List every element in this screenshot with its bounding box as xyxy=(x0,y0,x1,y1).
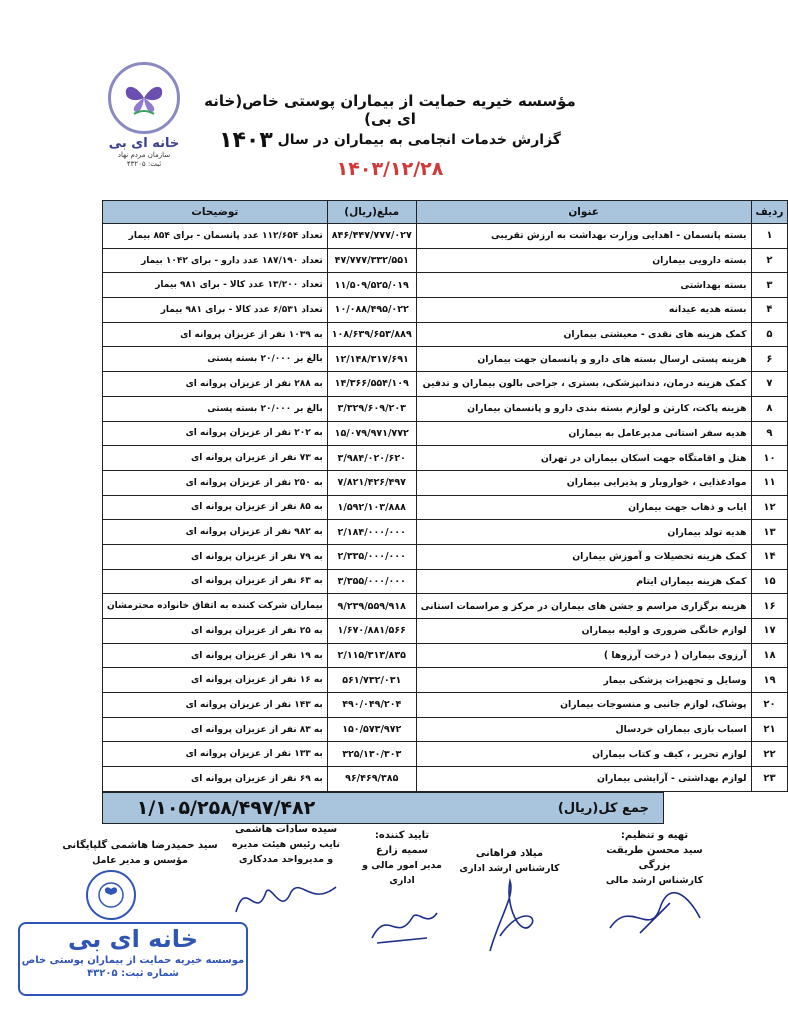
row-amount: ۹/۲۳۹/۵۵۹/۹۱۸ xyxy=(327,594,416,619)
row-title: بسته پانسمان - اهدایی وزارت بهداشت به ارزش تقریبی xyxy=(416,224,751,249)
row-description: تعداد ۱۸۷/۱۹۰ عدد دارو - برای ۱۰۴۲ بیمار xyxy=(103,248,328,273)
row-number: ۱۵ xyxy=(751,569,788,594)
row-number: ۱۲ xyxy=(751,495,788,520)
row-number: ۲ xyxy=(751,248,788,273)
row-number: ۱۳ xyxy=(751,520,788,545)
stamp-title: خانه ای بی xyxy=(67,925,199,953)
round-seal-icon xyxy=(86,870,136,920)
row-number: ۶ xyxy=(751,347,788,372)
row-title: بسته دارویی بیماران xyxy=(416,248,751,273)
report-date: ۱۴۰۳/۱۲/۲۸ xyxy=(336,158,444,180)
table-row xyxy=(103,372,788,397)
table-row xyxy=(103,347,788,372)
report-subtitle xyxy=(200,128,580,153)
preparer-name: سید محسن طریقت بزرگی xyxy=(606,845,703,871)
row-number: ۵ xyxy=(751,322,788,347)
row-amount: ۱۵/۰۷۹/۹۷۱/۷۷۲ xyxy=(327,421,416,446)
total-label: جمع کل(ریال) xyxy=(557,800,649,816)
approver-name: سمیه زارع xyxy=(376,845,428,856)
row-number: ۲۱ xyxy=(751,717,788,742)
row-title: بسته بهداشتی xyxy=(416,273,751,298)
organization-stamp xyxy=(18,922,248,996)
founder-title: مؤسس و مدیر عامل xyxy=(92,855,188,866)
row-amount: ۱/۵۹۲/۱۰۳/۸۸۸ xyxy=(327,495,416,520)
row-amount: ۱۱/۵۰۹/۵۲۵/۰۱۹ xyxy=(327,273,416,298)
row-description: به ۸۵ نفر از عزیزان پروانه ای xyxy=(103,495,328,520)
row-number: ۸ xyxy=(751,396,788,421)
row-number: ۱۰ xyxy=(751,446,788,471)
vice-chair-name: سیده سادات هاشمی xyxy=(234,824,338,835)
row-description: بالغ بر ۲۰/۰۰۰ بسته پستی xyxy=(103,396,328,421)
row-number: ۱ xyxy=(751,224,788,249)
admin-expert-title: کارشناس ارشد اداری xyxy=(459,863,560,874)
row-description: به ۲۸۸ نفر از عزیزان پروانه ای xyxy=(103,372,328,397)
row-title: لوازم بهداشتی - آرایشی بیماران xyxy=(416,767,751,792)
row-description: تعداد ۱۳/۲۰۰ عدد کالا - برای ۹۸۱ بیمار xyxy=(103,273,328,298)
row-title: کمک هزینه درمان، دندانپزشکی، بستری ، جراحی بالون بیماران و تدفین xyxy=(416,372,751,397)
table-row xyxy=(103,273,788,298)
row-amount: ۱۴/۳۶۶/۵۵۴/۱۰۹ xyxy=(327,372,416,397)
row-title: هدیه تولد بیماران xyxy=(416,520,751,545)
table-row xyxy=(103,668,788,693)
table-row xyxy=(103,446,788,471)
approver-signature-icon xyxy=(357,888,447,948)
row-amount: ۱۵۰/۵۷۳/۹۷۲ xyxy=(327,717,416,742)
organization-logo xyxy=(98,62,190,170)
row-number: ۱۶ xyxy=(751,594,788,619)
table-row xyxy=(103,594,788,619)
stamp-line-2: شماره ثبت: ۴۳۲۰۵ xyxy=(87,968,179,979)
row-amount: ۱۲/۱۴۸/۳۱۷/۶۹۱ xyxy=(327,347,416,372)
row-amount: ۳۲۵/۱۳۰/۳۰۳ xyxy=(327,742,416,767)
vice-chair-signature-icon xyxy=(226,867,346,927)
table-row xyxy=(103,717,788,742)
row-amount: ۸۴۶/۴۴۷/۷۷۷/۰۲۷ xyxy=(327,224,416,249)
row-amount: ۱۰/۰۸۸/۴۹۵/۰۲۲ xyxy=(327,298,416,323)
report-year: ۱۴۰۳ xyxy=(219,128,273,153)
table-row xyxy=(103,421,788,446)
row-description: به ۲۵۰ نفر از عزیزان پروانه ای xyxy=(103,470,328,495)
row-number: ۹ xyxy=(751,421,788,446)
row-amount: ۵۶۱/۷۳۲/۰۳۱ xyxy=(327,668,416,693)
row-number: ۲۰ xyxy=(751,693,788,718)
row-description: به ۷۹ نفر از عزیزان پروانه ای xyxy=(103,544,328,569)
row-description: به ۱۹ نفر از عزیزان پروانه ای xyxy=(103,643,328,668)
logo-registration: ثبت: ۴۳۲۰۵ xyxy=(126,160,162,168)
table-row xyxy=(103,322,788,347)
vice-chair-title-2: و مدیرواحد مددکاری xyxy=(238,854,334,865)
row-description: به ۷۳ نفر از عزیزان پروانه ای xyxy=(103,446,328,471)
row-title: کمک هزینه تحصیلات و آموزش بیماران xyxy=(416,544,751,569)
table-row xyxy=(103,224,788,249)
row-description: به ۲۵ نفر از عزیزان پروانه ای xyxy=(103,619,328,644)
row-amount: ۱۰۸/۶۳۹/۶۵۳/۸۸۹ xyxy=(327,322,416,347)
row-amount: ۲/۱۱۵/۳۱۳/۸۳۵ xyxy=(327,643,416,668)
stamp-line-1: موسسه خیریه حمایت از بیماران پوستی خاص xyxy=(21,955,245,966)
table-row xyxy=(103,643,788,668)
row-number: ۲۲ xyxy=(751,742,788,767)
table-row xyxy=(103,248,788,273)
signature-block-preparer xyxy=(592,828,717,953)
admin-expert-signature-icon xyxy=(460,876,560,956)
row-description: به ۸۳ نفر از عزیزان پروانه ای xyxy=(103,717,328,742)
approver-title: مدیر امور مالی و اداری xyxy=(362,860,442,886)
row-description: به ۱۴۳ نفر از عزیزان پروانه ای xyxy=(103,693,328,718)
row-amount: ۹۶/۴۶۹/۳۸۵ xyxy=(327,767,416,792)
founder-name: سید حمیدرضا هاشمی گلپایگانی xyxy=(62,840,218,851)
row-description: بالغ بر ۲۰/۰۰۰ بسته پستی xyxy=(103,347,328,372)
row-title: پوشاک، لوازم جانبی و منسوجات بیماران xyxy=(416,693,751,718)
table-row xyxy=(103,495,788,520)
row-description: به ۱۰۳۹ نفر از عزیزان پروانه ای xyxy=(103,322,328,347)
services-table xyxy=(102,200,788,792)
row-title: لوازم تحریر ، کیف و کتاب بیماران xyxy=(416,742,751,767)
row-title: وسایل و تجهیزات پزشکی بیمار xyxy=(416,668,751,693)
signature-block-admin-expert xyxy=(452,846,567,961)
logo-name: خانه ای بی xyxy=(108,136,180,151)
row-description: به ۶۹ نفر از عزیزان پروانه ای xyxy=(103,767,328,792)
row-description: به ۹۸۲ نفر از عزیزان پروانه ای xyxy=(103,520,328,545)
row-title: هدیه سفر استانی مدیرعامل به بیماران xyxy=(416,421,751,446)
table-row xyxy=(103,742,788,767)
row-number: ۱۴ xyxy=(751,544,788,569)
row-title: موادغذایی ، خواروبار و پذیرایی بیماران xyxy=(416,470,751,495)
vice-chair-title: نایب رئیس هیئت مدیره xyxy=(232,839,340,850)
row-title: لوازم خانگی ضروری و اولیه بیماران xyxy=(416,619,751,644)
preparer-title: کارشناس ارشد مالی xyxy=(605,875,704,886)
row-description: تعداد ۱۱۲/۶۵۴ عدد پانسمان - برای ۸۵۴ بیمار xyxy=(103,224,328,249)
row-description: تعداد ۶/۵۳۱ عدد کالا - برای ۹۸۱ بیمار xyxy=(103,298,328,323)
table-row xyxy=(103,569,788,594)
row-number: ۱۸ xyxy=(751,643,788,668)
table-row xyxy=(103,619,788,644)
signature-block-founder xyxy=(60,838,220,868)
table-header-row xyxy=(103,201,788,224)
table-row xyxy=(103,470,788,495)
butterfly-logo-icon xyxy=(108,62,180,134)
row-title: اسباب بازی بیماران خردسال xyxy=(416,717,751,742)
preparer-signature-icon xyxy=(600,888,710,948)
preparer-role: تهیه و تنظیم: xyxy=(620,830,689,841)
row-title: هزینه پستی ارسال بسته های دارو و پانسمان جهت بیماران xyxy=(416,347,751,372)
signature-block-approver xyxy=(352,828,452,953)
row-description: به ۱۶ نفر از عزیزان پروانه ای xyxy=(103,668,328,693)
row-title: کمک هزینه بیماران ایتام xyxy=(416,569,751,594)
row-amount: ۴۷/۷۷۷/۳۳۲/۵۵۱ xyxy=(327,248,416,273)
row-description: به ۶۳ نفر از عزیزان پروانه ای xyxy=(103,569,328,594)
table-row xyxy=(103,298,788,323)
table-row xyxy=(103,396,788,421)
row-number: ۴ xyxy=(751,298,788,323)
column-header-row-number: ردیف xyxy=(751,201,788,224)
row-title: آرزوی بیماران ( درخت آرزوها ) xyxy=(416,643,751,668)
row-number: ۱۱ xyxy=(751,470,788,495)
row-amount: ۳/۹۸۴/۰۲۰/۶۲۰ xyxy=(327,446,416,471)
row-amount: ۴۹۰/۰۴۹/۲۰۴ xyxy=(327,693,416,718)
row-amount: ۳/۳۵۵/۰۰۰/۰۰۰ xyxy=(327,569,416,594)
signature-block-vice-chair xyxy=(226,822,346,932)
row-amount: ۱/۶۷۰/۸۸۱/۵۶۶ xyxy=(327,619,416,644)
admin-expert-name: میلاد فراهانی xyxy=(475,848,544,859)
column-header-description: توضیحات xyxy=(103,201,328,224)
row-number: ۲۳ xyxy=(751,767,788,792)
row-amount: ۳/۳۲۹/۶۰۹/۲۰۳ xyxy=(327,396,416,421)
row-title: هزینه برگزاری مراسم و جشن های بیماران در مرکز و مراسمات استانی xyxy=(416,594,751,619)
table-row xyxy=(103,693,788,718)
approver-role: تایید کننده: xyxy=(374,830,430,841)
row-title: ایاب و ذهاب جهت بیماران xyxy=(416,495,751,520)
column-header-title: عنوان xyxy=(416,201,751,224)
row-description: به ۲۰۲ نفر از عزیزان پروانه ای xyxy=(103,421,328,446)
report-organization-title: مؤسسه خیریه حمایت از بیماران پوستی خاص(خانه ای بی) xyxy=(204,92,576,128)
report-subtitle-text: گزارش خدمات انجامی به بیماران در سال xyxy=(277,132,561,148)
row-title: هزینه پاکت، کارتن و لوازم بسته بندی دارو و پانسمان بیماران xyxy=(416,396,751,421)
row-number: ۱۹ xyxy=(751,668,788,693)
row-amount: ۲/۱۸۴/۰۰۰/۰۰۰ xyxy=(327,520,416,545)
table-row xyxy=(103,544,788,569)
total-amount: ۱/۱۰۵/۲۵۸/۴۹۷/۴۸۲ xyxy=(136,797,316,819)
table-row xyxy=(103,520,788,545)
row-amount: ۲/۳۳۵/۰۰۰/۰۰۰ xyxy=(327,544,416,569)
logo-subtitle: سازمان مردم نهاد xyxy=(117,151,171,159)
total-row xyxy=(102,792,664,824)
column-header-amount: مبلغ(ریال) xyxy=(327,201,416,224)
row-description: به ۱۳۳ نفر از عزیزان پروانه ای xyxy=(103,742,328,767)
row-amount: ۷/۸۲۱/۴۲۶/۴۹۷ xyxy=(327,470,416,495)
row-number: ۱۷ xyxy=(751,619,788,644)
row-title: هتل و اقامتگاه جهت اسکان بیماران در تهران xyxy=(416,446,751,471)
row-title: بسته هدیه عیدانه xyxy=(416,298,751,323)
row-description: بیماران شرکت کننده به اتفاق خانواده محترمشان xyxy=(103,594,328,619)
table-row xyxy=(103,767,788,792)
row-number: ۳ xyxy=(751,273,788,298)
row-title: کمک هزینه های نقدی - معیشتی بیماران xyxy=(416,322,751,347)
row-number: ۷ xyxy=(751,372,788,397)
